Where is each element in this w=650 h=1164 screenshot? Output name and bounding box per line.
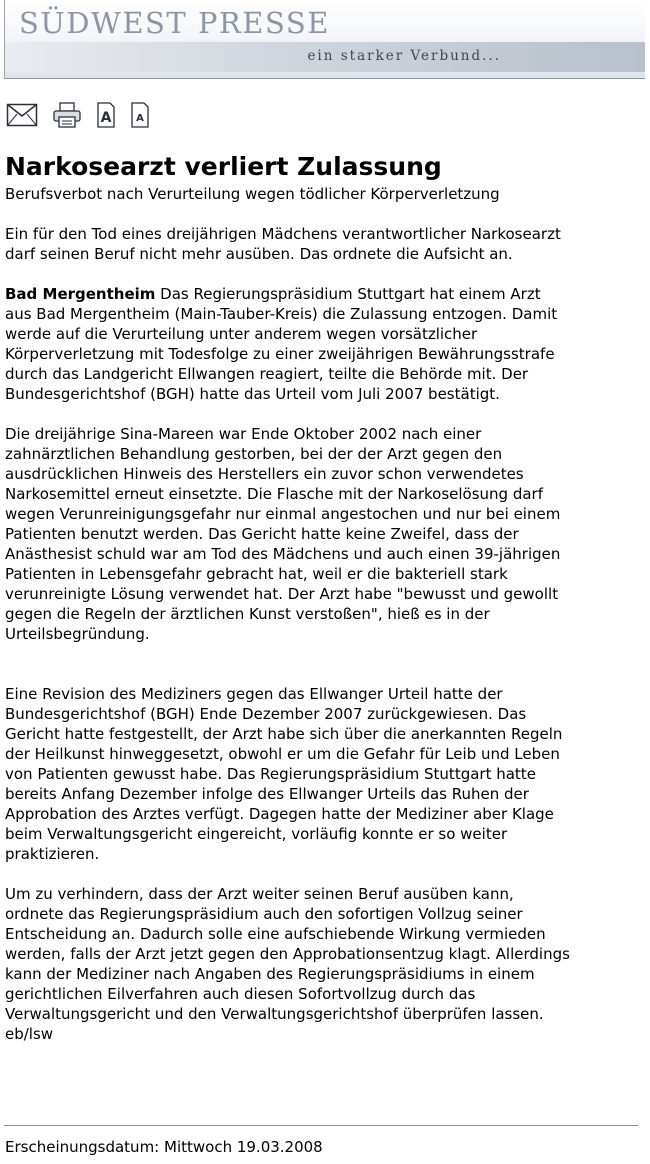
paragraph-line: beim Verwaltungsgericht eingereicht, vorläufig konnte er so weiter [5,825,508,843]
font-increase-glyph: A [100,110,112,126]
paragraph-line: Die dreijährige Sina-Mareen war Ende Oktober 2002 nach einer [5,425,482,443]
article-author-tag: eb/lsw [5,1025,54,1043]
paragraph-line: zahnärztlichen Behandlung gestorben, bei der der Arzt gegen den [5,445,503,463]
article-paragraph-1 [5,284,640,404]
site-slogan: ein starker Verbund... [307,48,501,64]
paragraph-line: Anästhesist schuld war am Tod des Mädchens und auch einen 39-jährigen [5,545,561,563]
paragraph-line: kann der Mediziner nach Angaben des Regierungspräsidiums in einem [5,965,535,983]
paragraph-line: werde auf die Verurteilung unter anderem wegen vorsätzlicher [5,325,478,343]
article-headline: Narkosearzt verliert Zulassung [5,152,442,181]
paragraph-line: ordnete das Regierungspräsidium auch den sofortigen Vollzug seiner [5,905,523,923]
article-subheadline: Berufsverbot nach Verurteilung wegen tödlicher Körperverletzung [5,185,500,203]
article [5,150,640,1044]
paragraph-line: Körperverletzung mit Todesfolge zu einer zweijährigen Bewährungsstrafe [5,345,555,363]
email-icon[interactable] [6,102,38,128]
paragraph-line: ausdrücklichen Hinweis des Herstellers ein zuvor schon verwendetes [5,465,524,483]
paragraph-line: gegen die Regeln der ärztlichen Kunst verstoßen", hieß es in der [5,605,490,623]
paragraph-line: Patienten in Lebensgefahr gebracht hat, weil er die bakteriell stark [5,565,508,583]
teaser-line: Ein für den Tod eines dreijährigen Mädchens verantwortlicher Narkosearzt [5,225,561,243]
paragraph-line: Approbation des Arztes verfügt. Dagegen hatte der Mediziner aber Klage [5,805,554,823]
paragraph-line: Um zu verhindern, dass der Arzt weiter seinen Beruf ausüben kann, [5,885,514,903]
article-paragraph-2 [5,424,640,644]
paragraph-line: wegen Verunreinigungsgefahr nur einmal angestochen und nur bei einem [5,505,561,523]
article-dateline: Bad Mergentheim [5,285,156,303]
paragraph-line: Urteilsbegründung. [5,625,150,643]
teaser-line: darf seinen Beruf nicht mehr ausüben. Das ordnete die Aufsicht an. [5,245,513,263]
paragraph-line: Entscheidung an. Dadurch solle eine aufschiebende Wirkung vermieden [5,925,546,943]
article-paragraph-4 [5,884,640,1044]
font-decrease-glyph: A [136,113,144,124]
paragraph-line: der Heilkunst hinweggesetzt, obwohl er um die Gefahr für Leib und Leben [5,745,560,763]
site-banner [4,0,645,79]
paragraph-line: werden, falls der Arzt jetzt gegen den Approbationsentzug klagt. Allerdings [5,945,570,963]
publication-date: Erscheinungsdatum: Mittwoch 19.03.2008 [5,1138,323,1156]
paragraph-line: Narkosemittel erneut einsetzte. Die Flasche mit der Narkoselösung darf [5,485,543,503]
paragraph-line: Eine Revision des Mediziners gegen das Ellwanger Urteil hatte der [5,685,503,703]
paragraph-line: aus Bad Mergentheim (Main-Tauber-Kreis) die Zulassung entzogen. Damit [5,305,558,323]
site-logo: SÜDWEST PRESSE [19,6,330,40]
paragraph-first-line: Das Regierungspräsidium Stuttgart hat einem Arzt [155,285,541,303]
paragraph-line: praktizieren. [5,845,100,863]
footer-divider [4,1125,638,1126]
article-paragraph-3 [5,684,640,864]
paragraph-line: bereits Anfang Dezember infolge des Ellwanger Urteils das Ruhen der [5,785,529,803]
font-decrease-icon[interactable] [130,102,150,128]
paragraph-line: verunreinigte Lösung verwendet hat. Der Arzt habe "bewusst und gewollt [5,585,559,603]
font-increase-icon[interactable] [96,102,116,128]
paragraph-line [5,284,640,304]
paragraph-line: Bundesgerichtshof (BGH) hatte das Urteil vom Juli 2007 bestätigt. [5,385,500,403]
paragraph-line: gerichtlichen Eilverfahren auch diesen Sofortvollzug durch das [5,985,476,1003]
article-toolbar [6,101,164,129]
paragraph-line: Patienten benutzt werden. Das Gericht hatte keine Zweifel, dass der [5,525,519,543]
print-icon[interactable] [52,102,82,128]
paragraph-line: Gericht hatte festgestellt, der Arzt habe sich über die anerkannten Regeln [5,725,563,743]
article-teaser [5,224,640,264]
paragraph-line: durch das Landgericht Ellwangen reagiert, teilte die Behörde mit. Der [5,365,529,383]
paragraph-line: von Patienten gewusst habe. Das Regierungspräsidium Stuttgart hatte [5,765,536,783]
paragraph-line: Verwaltungsgericht und den Verwaltungsgerichtshof überprüfen lassen. [5,1005,544,1023]
paragraph-line: Bundesgerichtshof (BGH) Ende Dezember 2007 zurückgewiesen. Das [5,705,527,723]
